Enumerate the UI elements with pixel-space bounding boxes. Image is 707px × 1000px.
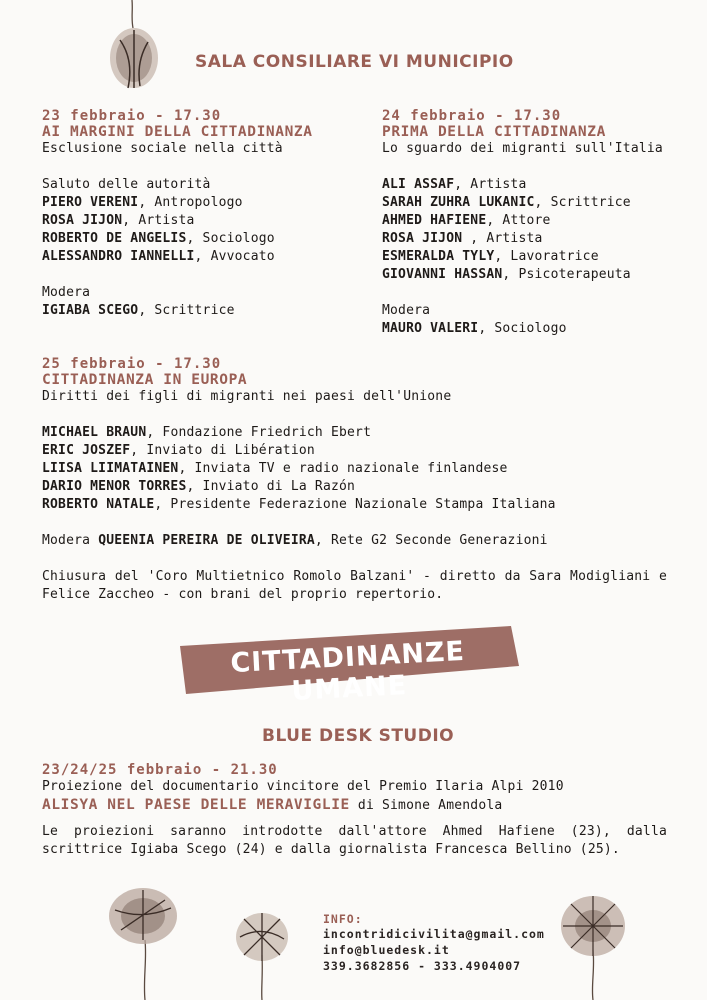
film-line: [42, 796, 667, 815]
speaker-role: , Scrittrice: [534, 195, 631, 210]
speaker: [42, 212, 372, 230]
speaker-name: ROBERTO NATALE: [42, 497, 155, 512]
speaker: [42, 442, 667, 460]
moderator-role: , Rete G2 Seconde Generazioni: [314, 533, 548, 548]
info-email-2[interactable]: info@bluedesk.it: [323, 943, 450, 957]
speaker: [382, 230, 682, 248]
speaker-name: ESMERALDA TYLY: [382, 249, 495, 264]
speaker-name: MICHAEL BRAUN: [42, 425, 147, 440]
moderator-label: Modera: [382, 303, 431, 318]
speaker: [382, 176, 682, 194]
speaker: [42, 194, 372, 212]
flower-drawing-icon: [100, 0, 170, 100]
moderator-name: QUEENIA PEREIRA DE OLIVEIRA: [98, 533, 315, 548]
speaker-role: , Lavoratrice: [494, 249, 599, 264]
speaker-role: , Fondazione Friedrich Ebert: [146, 425, 372, 440]
screening-block: [42, 762, 667, 859]
speaker: [382, 248, 682, 266]
moderator-name: MAURO VALERI: [382, 321, 479, 336]
flower-drawing-icon: [232, 905, 292, 1000]
screening-date: 23/24/25 febbraio - 21.30: [42, 762, 278, 778]
speaker-role: , Artista: [122, 213, 195, 228]
speaker-role: , Inviato di Libération: [130, 443, 315, 458]
speaker: [42, 248, 372, 266]
speaker-name: ALESSANDRO IANNELLI: [42, 249, 195, 264]
speaker-role: , Avvocato: [194, 249, 275, 264]
day2-subtitle: Lo sguardo dei migranti sull'Italia: [382, 141, 663, 156]
screening-line: Proiezione del documentario vincitore del Premio Ilaria Alpi 2010: [42, 779, 564, 794]
screening-note: Le proiezioni saranno introdotte dall'attore Ahmed Hafiene (23), dalla scrittrice Igiaba Scego (24) e dalla giornalista Francesca Bellino (25).: [42, 824, 667, 857]
speaker: [42, 478, 667, 496]
speaker: [42, 460, 667, 478]
day1-subtitle: Esclusione sociale nella città: [42, 141, 283, 156]
moderator: [42, 302, 372, 320]
flower-drawing-icon: [555, 890, 630, 1000]
speaker-name: SARAH ZUHRA LUKANIC: [382, 195, 535, 210]
flower-drawing-icon: [105, 880, 185, 1000]
day2-date: 24 febbraio - 17.30: [382, 108, 562, 124]
speaker-name: DARIO MENOR TORRES: [42, 479, 187, 494]
speaker: [382, 194, 682, 212]
event-banner: [176, 626, 521, 707]
speaker-name: ERIC JOSZEF: [42, 443, 131, 458]
day3-block: [42, 356, 667, 604]
info-email-1[interactable]: incontridicivilita@gmail.com: [323, 927, 545, 941]
moderator-role: , Sociologo: [478, 321, 567, 336]
info-block: [323, 912, 545, 974]
speaker-name: ROBERTO DE ANGELIS: [42, 231, 187, 246]
film-director: di Simone Amendola: [349, 798, 503, 813]
speaker-role: , Antropologo: [138, 195, 243, 210]
banner-title: CITTADINANZE UMANE: [229, 635, 466, 707]
speaker-role: , Attore: [486, 213, 551, 228]
speaker-name: LIISA LIIMATAINEN: [42, 461, 179, 476]
moderator-name: IGIABA SCEGO: [42, 303, 139, 318]
day1-intro: Saluto delle autorità: [42, 177, 211, 192]
speaker-role: , Sociologo: [186, 231, 275, 246]
speaker-name: ROSA JIJON: [382, 231, 471, 246]
moderator: [382, 320, 682, 338]
day3-subtitle: Diritti dei figli di migranti nei paesi dell'Unione: [42, 389, 452, 404]
speaker-name: GIOVANNI HASSAN: [382, 267, 503, 282]
moderator-role: , Scrittrice: [138, 303, 235, 318]
info-phones: 339.3682856 - 333.4904007: [323, 959, 522, 973]
moderator: [42, 532, 667, 550]
speaker: [382, 212, 682, 230]
venue2-title: BLUE DESK STUDIO: [262, 726, 455, 746]
day3-title: CITTADINANZA IN EUROPA: [42, 372, 248, 388]
speaker-name: ALI ASSAF: [382, 177, 455, 192]
speaker: [42, 496, 667, 514]
day1-title: AI MARGINI DELLA CITTADINANZA: [42, 124, 313, 140]
speaker-name: PIERO VERENI: [42, 195, 139, 210]
speaker: [382, 266, 682, 284]
speaker: [42, 424, 667, 442]
moderator-label: Modera: [42, 285, 91, 300]
speaker-role: , Presidente Federazione Nazionale Stampa Italiana: [154, 497, 556, 512]
speaker-role: , Psicoterapeuta: [502, 267, 631, 282]
speaker-role: , Inviata TV e radio nazionale finlandese: [178, 461, 508, 476]
info-label: INFO:: [323, 912, 363, 926]
moderator-label: Modera: [42, 533, 99, 548]
film-title: ALISYA NEL PAESE DELLE MERAVIGLIE: [42, 797, 350, 813]
day2-block: [382, 108, 682, 338]
speaker: [42, 230, 372, 248]
day2-title: PRIMA DELLA CITTADINANZA: [382, 124, 606, 140]
day1-date: 23 febbraio - 17.30: [42, 108, 222, 124]
venue-title: SALA CONSILIARE VI MUNICIPIO: [195, 52, 514, 72]
day3-date: 25 febbraio - 17.30: [42, 356, 222, 372]
speaker-role: , Inviato di La Razón: [186, 479, 356, 494]
day1-block: [42, 108, 372, 320]
speaker-name: ROSA JIJON: [42, 213, 123, 228]
speaker-name: AHMED HAFIENE: [382, 213, 487, 228]
closing-text: Chiusura del 'Coro Multietnico Romolo Balzani' - diretto da Sara Modigliani e Felice Zaccheo - con brani del proprio repertorio.: [42, 569, 667, 602]
speaker-role: , Artista: [454, 177, 527, 192]
speaker-role: , Artista: [470, 231, 543, 246]
